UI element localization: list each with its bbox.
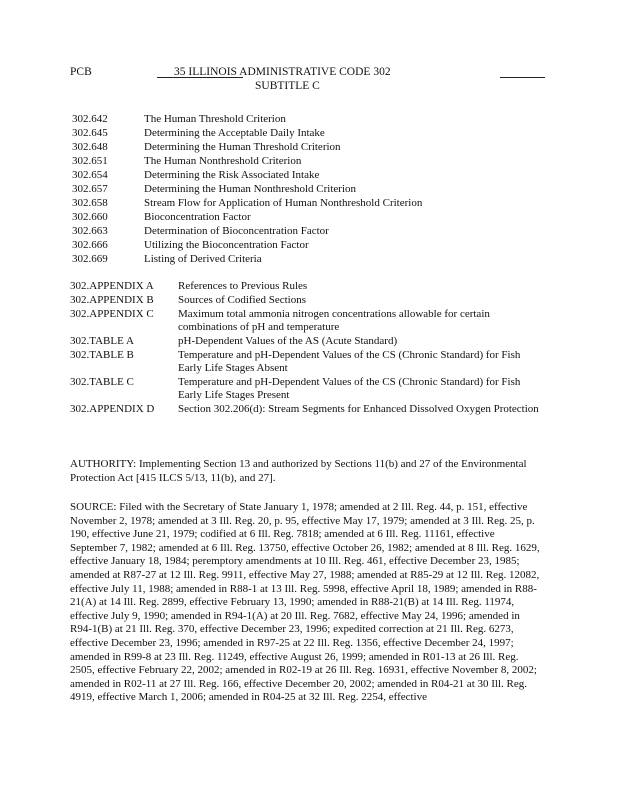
appendix-list	[70, 280, 540, 417]
section-number: 302.658	[72, 197, 108, 209]
section-row	[72, 154, 532, 168]
section-number: 302.645	[72, 127, 108, 139]
section-title: Stream Flow for Application of Human Nonthreshold Criterion	[144, 197, 423, 209]
appendix-row	[70, 335, 540, 348]
section-number: 302.654	[72, 169, 108, 181]
appendix-number: 302.APPENDIX A	[70, 280, 154, 292]
section-number: 302.651	[72, 155, 108, 167]
appendix-title: Maximum total ammonia nitrogen concentrations allowable for certain combinations of pH and temperature	[178, 308, 490, 333]
appendix-number: 302.TABLE B	[70, 349, 134, 361]
appendix-row	[70, 308, 540, 334]
section-number: 302.642	[72, 113, 108, 125]
section-title: Determining the Human Nonthreshold Criterion	[144, 183, 357, 195]
section-row	[72, 210, 532, 224]
section-row	[72, 196, 532, 210]
appendix-number: 302.APPENDIX D	[70, 403, 155, 415]
section-number: 302.663	[72, 225, 108, 237]
section-row	[72, 224, 532, 238]
page-header	[70, 66, 550, 100]
section-title: The Human Threshold Criterion	[144, 113, 286, 125]
section-number: 302.648	[72, 141, 108, 153]
appendix-title: Temperature and pH-Dependent Values of the CS (Chronic Standard) for Fish Early Life Stages Absent	[178, 349, 521, 374]
appendix-number: 302.TABLE A	[70, 335, 134, 347]
section-number: 302.666	[72, 239, 108, 251]
section-number: 302.660	[72, 211, 108, 223]
appendix-number: 302.APPENDIX C	[70, 308, 154, 320]
appendix-row	[70, 376, 540, 402]
appendix-row	[70, 349, 540, 375]
appendix-title: Section 302.206(d): Stream Segments for Enhanced Dissolved Oxygen Protection	[178, 403, 539, 415]
appendix-row	[70, 280, 540, 293]
section-row	[72, 238, 532, 252]
code-title: 35 ILLINOIS ADMINISTRATIVE CODE 302	[174, 66, 391, 78]
section-row	[72, 252, 532, 266]
section-title: Determining the Acceptable Daily Intake	[144, 127, 325, 139]
section-row	[72, 168, 532, 182]
authority-paragraph: AUTHORITY: Implementing Section 13 and authorized by Sections 11(b) and 27 of the Environmental Protection Act [415 ILCS 5/13, 11(b), and 27].	[70, 458, 527, 484]
section-title: Determining the Human Threshold Criterion	[144, 141, 341, 153]
section-row	[72, 126, 532, 140]
pcb-label: PCB	[70, 66, 92, 78]
section-title: Bioconcentration Factor	[144, 211, 251, 223]
subtitle: SUBTITLE C	[255, 80, 320, 92]
appendix-title: Sources of Codified Sections	[178, 294, 307, 306]
section-title: The Human Nonthreshold Criterion	[144, 155, 302, 167]
section-row	[72, 182, 532, 196]
section-title: Determining the Risk Associated Intake	[144, 169, 320, 181]
appendix-row	[70, 403, 540, 416]
section-title: Listing of Derived Criteria	[144, 253, 262, 265]
appendix-title: References to Previous Rules	[178, 280, 308, 292]
appendix-row	[70, 294, 540, 307]
section-list	[72, 112, 532, 266]
section-title: Utilizing the Bioconcentration Factor	[144, 239, 309, 251]
section-title: Determination of Bioconcentration Factor	[144, 225, 329, 237]
appendix-number: 302.APPENDIX B	[70, 294, 154, 306]
section-number: 302.669	[72, 253, 108, 265]
appendix-number: 302.TABLE C	[70, 376, 134, 388]
section-row	[72, 112, 532, 126]
appendix-title: Temperature and pH-Dependent Values of the CS (Chronic Standard) for Fish Early Life Stages Present	[178, 376, 521, 401]
source-paragraph: SOURCE: Filed with the Secretary of State January 1, 1978; amended at 2 Ill. Reg. 44, p. 151, effective November 2, 1978; amended at 3 Ill. Reg. 20, p. 95, effective May 17, 1979; amended at 3 Ill. Reg. 25, p. 190, effective June 21, 1979; codified at 6 Ill. Reg. 7818; amended at 6 Ill. Reg. 11161, effective September 7, 1982; amended at 6 Ill. Reg. 13750, effective October 26, 1982; amended at 8 Ill. Reg. 1629, effective January 18, 1984; peremptory amendments at 10 Ill. Reg. 461, effective December 23, 1985; amended at R87-27 at 12 Ill. Reg. 9911, effective May 27, 1988; amended at R85-29 at 12 Ill. Reg. 12082, effective July 11, 1988; amended in R88-1 at 13 Ill. Reg. 5998, effective April 18, 1989; amended in R88-21(A) at 14 Ill. Reg. 2899, effective February 13, 1990; amended in R88-21(B) at 14 Ill. Reg. 11974, effective July 9, 1990; amended in R94-1(A) at 20 Ill. Reg. 7682, effective May 24, 1996; amended in R94-1(B) at 21 Ill. Reg. 370, effective December 23, 1996; expedited correction at 21 Ill. Reg. 6273, effective December 23, 1996; amended in R97-25 at 22 Ill. Reg. 1356, effective December 24, 1997; amended in R99-8 at 23 Ill. Reg. 11249, effective August 26, 1999; amended in R01-13 at 26 Ill. Reg. 2505, effective February 22, 2002; amended in R02-19 at 26 Ill. Reg. 16931, effective November 8, 2002; amended in R02-11 at 27 Ill. Reg. 166, effective December 20, 2002; amended in R04-21 at 30 Ill. Reg. 4919, effective March 1, 2006; amended in R04-25 at 32 Ill. Reg. 2254, effective	[70, 501, 540, 704]
section-number: 302.657	[72, 183, 108, 195]
section-row	[72, 140, 532, 154]
header-rule-right	[500, 77, 545, 78]
appendix-title: pH-Dependent Values of the AS (Acute Standard)	[178, 335, 398, 347]
